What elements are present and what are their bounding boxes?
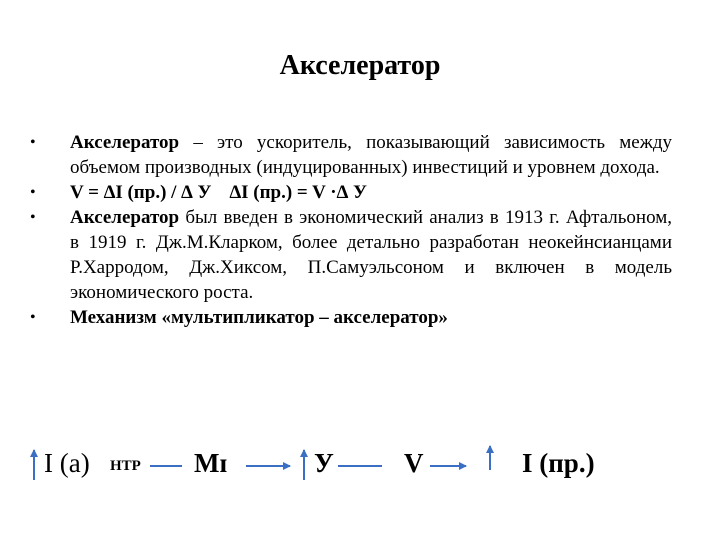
bullet-formula xyxy=(28,180,672,205)
flow-i-pr: I (пр.) xyxy=(522,448,595,478)
bullet-dot: • xyxy=(30,309,36,326)
bullet-history xyxy=(28,205,672,305)
flow-y: У xyxy=(314,448,334,478)
bullet-definition xyxy=(28,130,672,180)
flow-arrows xyxy=(0,440,720,490)
flow-ntr: НТР xyxy=(110,458,141,474)
formula-delta-i: ∆I (пр.) = V ·∆ У xyxy=(229,182,367,203)
flow-mi: Мɪ xyxy=(194,448,228,478)
bullet-list xyxy=(28,130,672,330)
history-text: был введен в экономический анализ в 1913 г. Афтальоном, в 1919 г. Дж.М.Кларком, более детально разработан неокейнсианцами Р.Харродом, Дж.Хиксом, П.Самуэльсоном и включен в модель экономического роста. xyxy=(70,207,672,303)
slide-title: Акселератор xyxy=(279,50,441,81)
mechanism-heading: Механизм «мультипликатор – акселератор» xyxy=(70,307,448,328)
term-accelerator-history: Акселератор xyxy=(70,207,180,228)
formula-v: V = ∆I (пр.) / ∆ У xyxy=(70,182,212,203)
bullet-mechanism xyxy=(28,305,672,330)
definition-text: – это ускоритель, показывающий зависимость между объемом производных (индуцированных) инвестиций и уровнем дохода. xyxy=(70,132,672,178)
flow-v: V xyxy=(404,448,424,478)
flow-i-a: I (a) xyxy=(44,448,90,478)
term-accelerator: Акселератор xyxy=(70,132,180,153)
mechanism-flow xyxy=(0,440,720,490)
bullet-dot: • xyxy=(30,209,36,226)
bullet-dot: • xyxy=(30,134,36,151)
bullet-dot: • xyxy=(30,184,36,201)
